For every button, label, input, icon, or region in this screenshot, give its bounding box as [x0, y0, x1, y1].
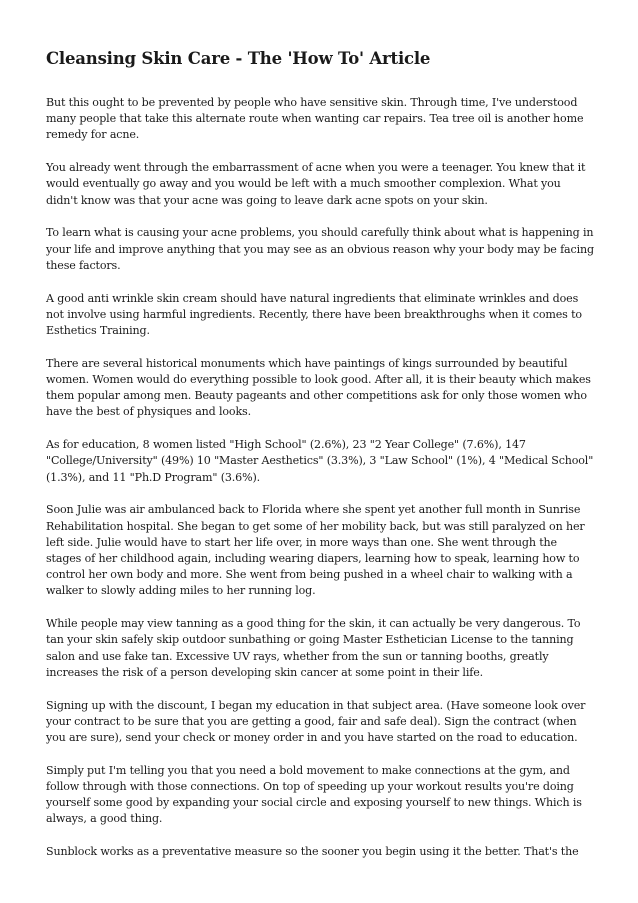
- paragraph-1: But this ought to be prevented by people who have sensitive skin. Through time, I've understood many people that take this alternate route when wanting car repairs. Tea tree oil is another home remedy for acne.: [46, 96, 584, 142]
- paragraph-10: Simply put I'm telling you that you need a bold movement to make connections at the gym, and follow through with those connections. On top of speeding up your workout results you're doing yourself some good by expanding your social circle and exposing yourself to new things. Which is always, a good thing.: [46, 763, 582, 826]
- paragraph-9: Signing up with the discount, I began my education in that subject area. (Have someone look over your contract to be sure that you are getting a good, fair and safe deal). Sign the contract (when you are sure), send your check or money order in and you have started on the road to education.: [46, 698, 586, 745]
- paragraph-7: Soon Julie was air ambulanced back to Florida where she spent yet another full month in Sunrise Rehabilitation hospital. She began to get some of her mobility back, but was still paralyzed on her left side. Julie would have to start her life over, in more ways than one. She went through the stages of her childhood again, including wearing diapers, learning how to speak, learning how to control her own body and more. She went from being pushed in a wheel chair to walking with a walker to slowly adding miles to her running log.: [46, 503, 585, 598]
- paragraph-5: There are several historical monuments which have paintings of kings surrounded by beautiful women. Women would do everything possible to look good. After all, it is their beauty which makes them popular among men. Beauty pageants and other competitions ask for only those women who have the best of physiques and looks.: [46, 356, 591, 419]
- paragraph-3: To learn what is causing your acne problems, you should carefully think about what is happening in your life and improve anything that you may see as an obvious reason why your body may be facing these factors.: [46, 226, 594, 272]
- paragraph-2: You already went through the embarrassment of acne when you were a teenager. You knew that it would eventually go away and you would be left with a much smoother complexion. What you didn't know was that your acne was going to leave dark acne spots on your skin.: [46, 161, 586, 207]
- document-page: [46, 48, 594, 877]
- page-title: Cleansing Skin Care - The 'How To' Article: [46, 49, 431, 68]
- paragraph-6: As for education, 8 women listed "High School" (2.6%), 23 "2 Year College" (7.6%), 147 "College/University" (49%) 10 "Master Aesthetics" (3.3%), 3 "Law School" (1%), 4 "Medical School" (1.3%), and 11 "Ph.D Program" (3.6%).: [46, 438, 594, 484]
- paragraph-8: While people may view tanning as a good thing for the skin, it can actually be very dangerous. To tan your skin safely skip outdoor sunbathing or going Master Esthetician License to the tanning salon and use fake tan. Excessive UV rays, whether from the sun or tanning booths, greatly increases the risk of a person developing skin cancer at some point in their life.: [46, 617, 581, 679]
- paragraph-4: A good anti wrinkle skin cream should have natural ingredients that eliminate wrinkles and does not involve using harmful ingredients. Recently, there have been breakthroughs when it comes to Esthetics Training.: [46, 291, 582, 338]
- paragraph-11: Sunblock works as a preventative measure so the sooner you begin using it the better. That's the: [46, 845, 579, 859]
